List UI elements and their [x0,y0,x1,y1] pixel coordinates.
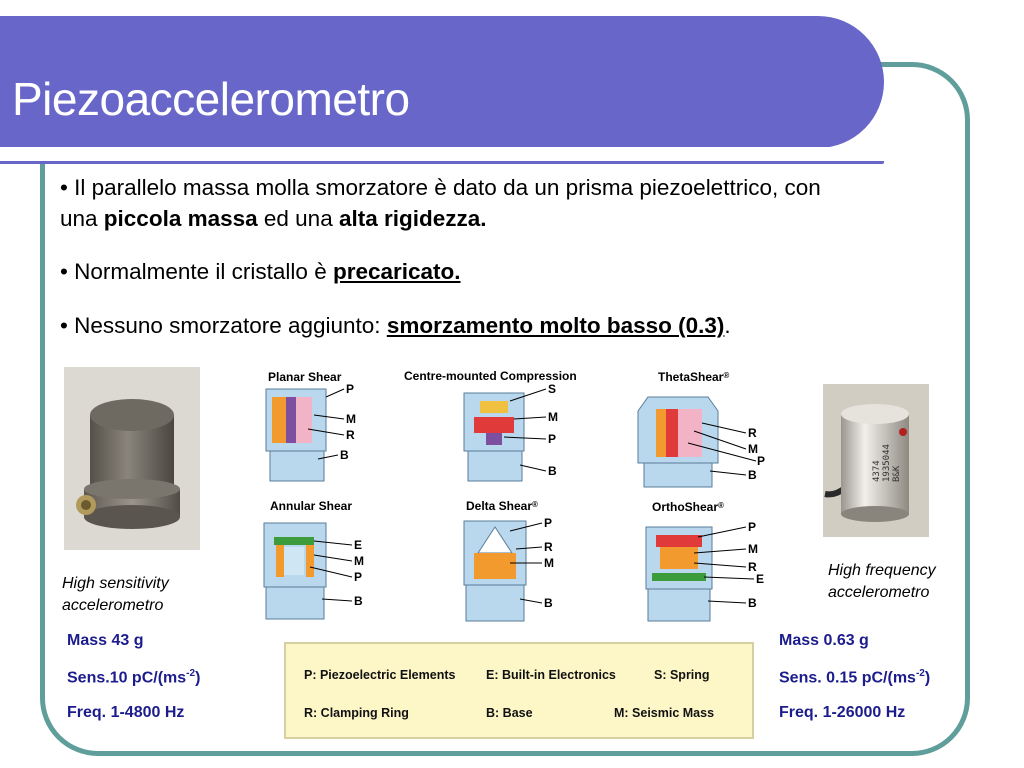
centre-compression-title: Centre-mounted Compression [404,369,577,383]
diagram-centre-compression [404,369,577,481]
hf-mass: Mass 0.63 g [779,632,869,649]
diagram-delta-shear [464,499,554,621]
legend-e: E: Built-in Electronics [486,668,616,682]
delta-label-r: R [544,540,553,554]
title-rule [0,161,884,164]
bullet-1: • Il parallelo massa molla smorzatore è dato da un prisma piezoelettrico, con una piccola massa ed una alta rigidezza. [60,175,821,231]
annular-label-b: B [354,594,363,608]
legend-r: R: Clamping Ring [304,706,409,720]
planar-label-r: R [346,428,355,442]
hs-mass: Mass 43 g [67,632,144,649]
hf-frequency: Freq. 1-26000 Hz [779,704,906,721]
annular-label-e: E [354,538,363,552]
high-sensitivity-caption: High sensitivity accelerometro [62,575,169,614]
annular-shear-title: Annular Shear [270,499,353,513]
diagram-planar-shear [266,370,356,481]
planar-label-p: P [346,382,355,396]
theta-label-b: B [748,468,757,482]
planar-label-m: M [346,412,356,426]
engraving-2: 1935044 [882,444,892,482]
hs-frequency: Freq. 1-4800 Hz [67,704,185,721]
delta-shear-title: Delta Shear® [466,499,538,513]
legend-m: M: Seismic Mass [614,706,715,720]
high-frequency-accelerometer-photo [823,384,929,537]
bullet-2: • Normalmente il cristallo è precaricato. [60,259,461,284]
legend-s: S: Spring [654,668,710,682]
diagram-thetashear [638,370,765,487]
legend-p: P: Piezoelectric Elements [304,668,456,682]
planar-label-b: B [340,448,349,462]
engraving-3: B&K [892,465,902,482]
legend-b: B: Base [486,706,533,720]
high-frequency-caption: High frequency accelerometro [828,562,936,601]
theta-label-r: R [748,426,757,440]
title-underline [0,147,884,161]
delta-label-p: P [544,516,553,530]
ortho-label-e: E [756,572,765,586]
centre-label-s: S [548,382,557,396]
centre-label-m: M [548,410,558,424]
ortho-label-b: B [748,596,757,610]
orthoshear-title: OrthoShear® [652,500,724,514]
annular-label-p: P [354,570,363,584]
centre-label-p: P [548,432,557,446]
thetashear-title: ThetaShear® [658,370,730,384]
page-title: Piezoaccelerometro [12,73,410,125]
planar-shear-title: Planar Shear [268,370,342,384]
ortho-label-r: R [748,560,757,574]
theta-label-p: P [757,454,766,468]
ortho-label-m: M [748,542,758,556]
engraving-1: 4374 [872,460,882,482]
hs-sensitivity: Sens.10 $pC/(ms^{-2})$ [67,668,201,687]
diagram-orthoshear [646,500,764,621]
delta-label-b: B [544,596,553,610]
delta-label-m: M [544,556,554,570]
legend-box [284,642,754,739]
ortho-label-p: P [748,520,757,534]
accelerometer-diagrams [248,367,768,630]
high-sensitivity-accelerometer-photo [64,367,200,550]
bullet-3: • Nessuno smorzatore aggiunto: smorzamento molto basso (0.3). [60,313,731,338]
annular-label-m: M [354,554,364,568]
centre-label-b: B [548,464,557,478]
theta-label-m: M [748,442,758,456]
diagram-annular-shear [264,499,364,619]
hf-sensitivity: Sens. 0.15 $pC/(ms^{-2})$ [779,668,931,687]
